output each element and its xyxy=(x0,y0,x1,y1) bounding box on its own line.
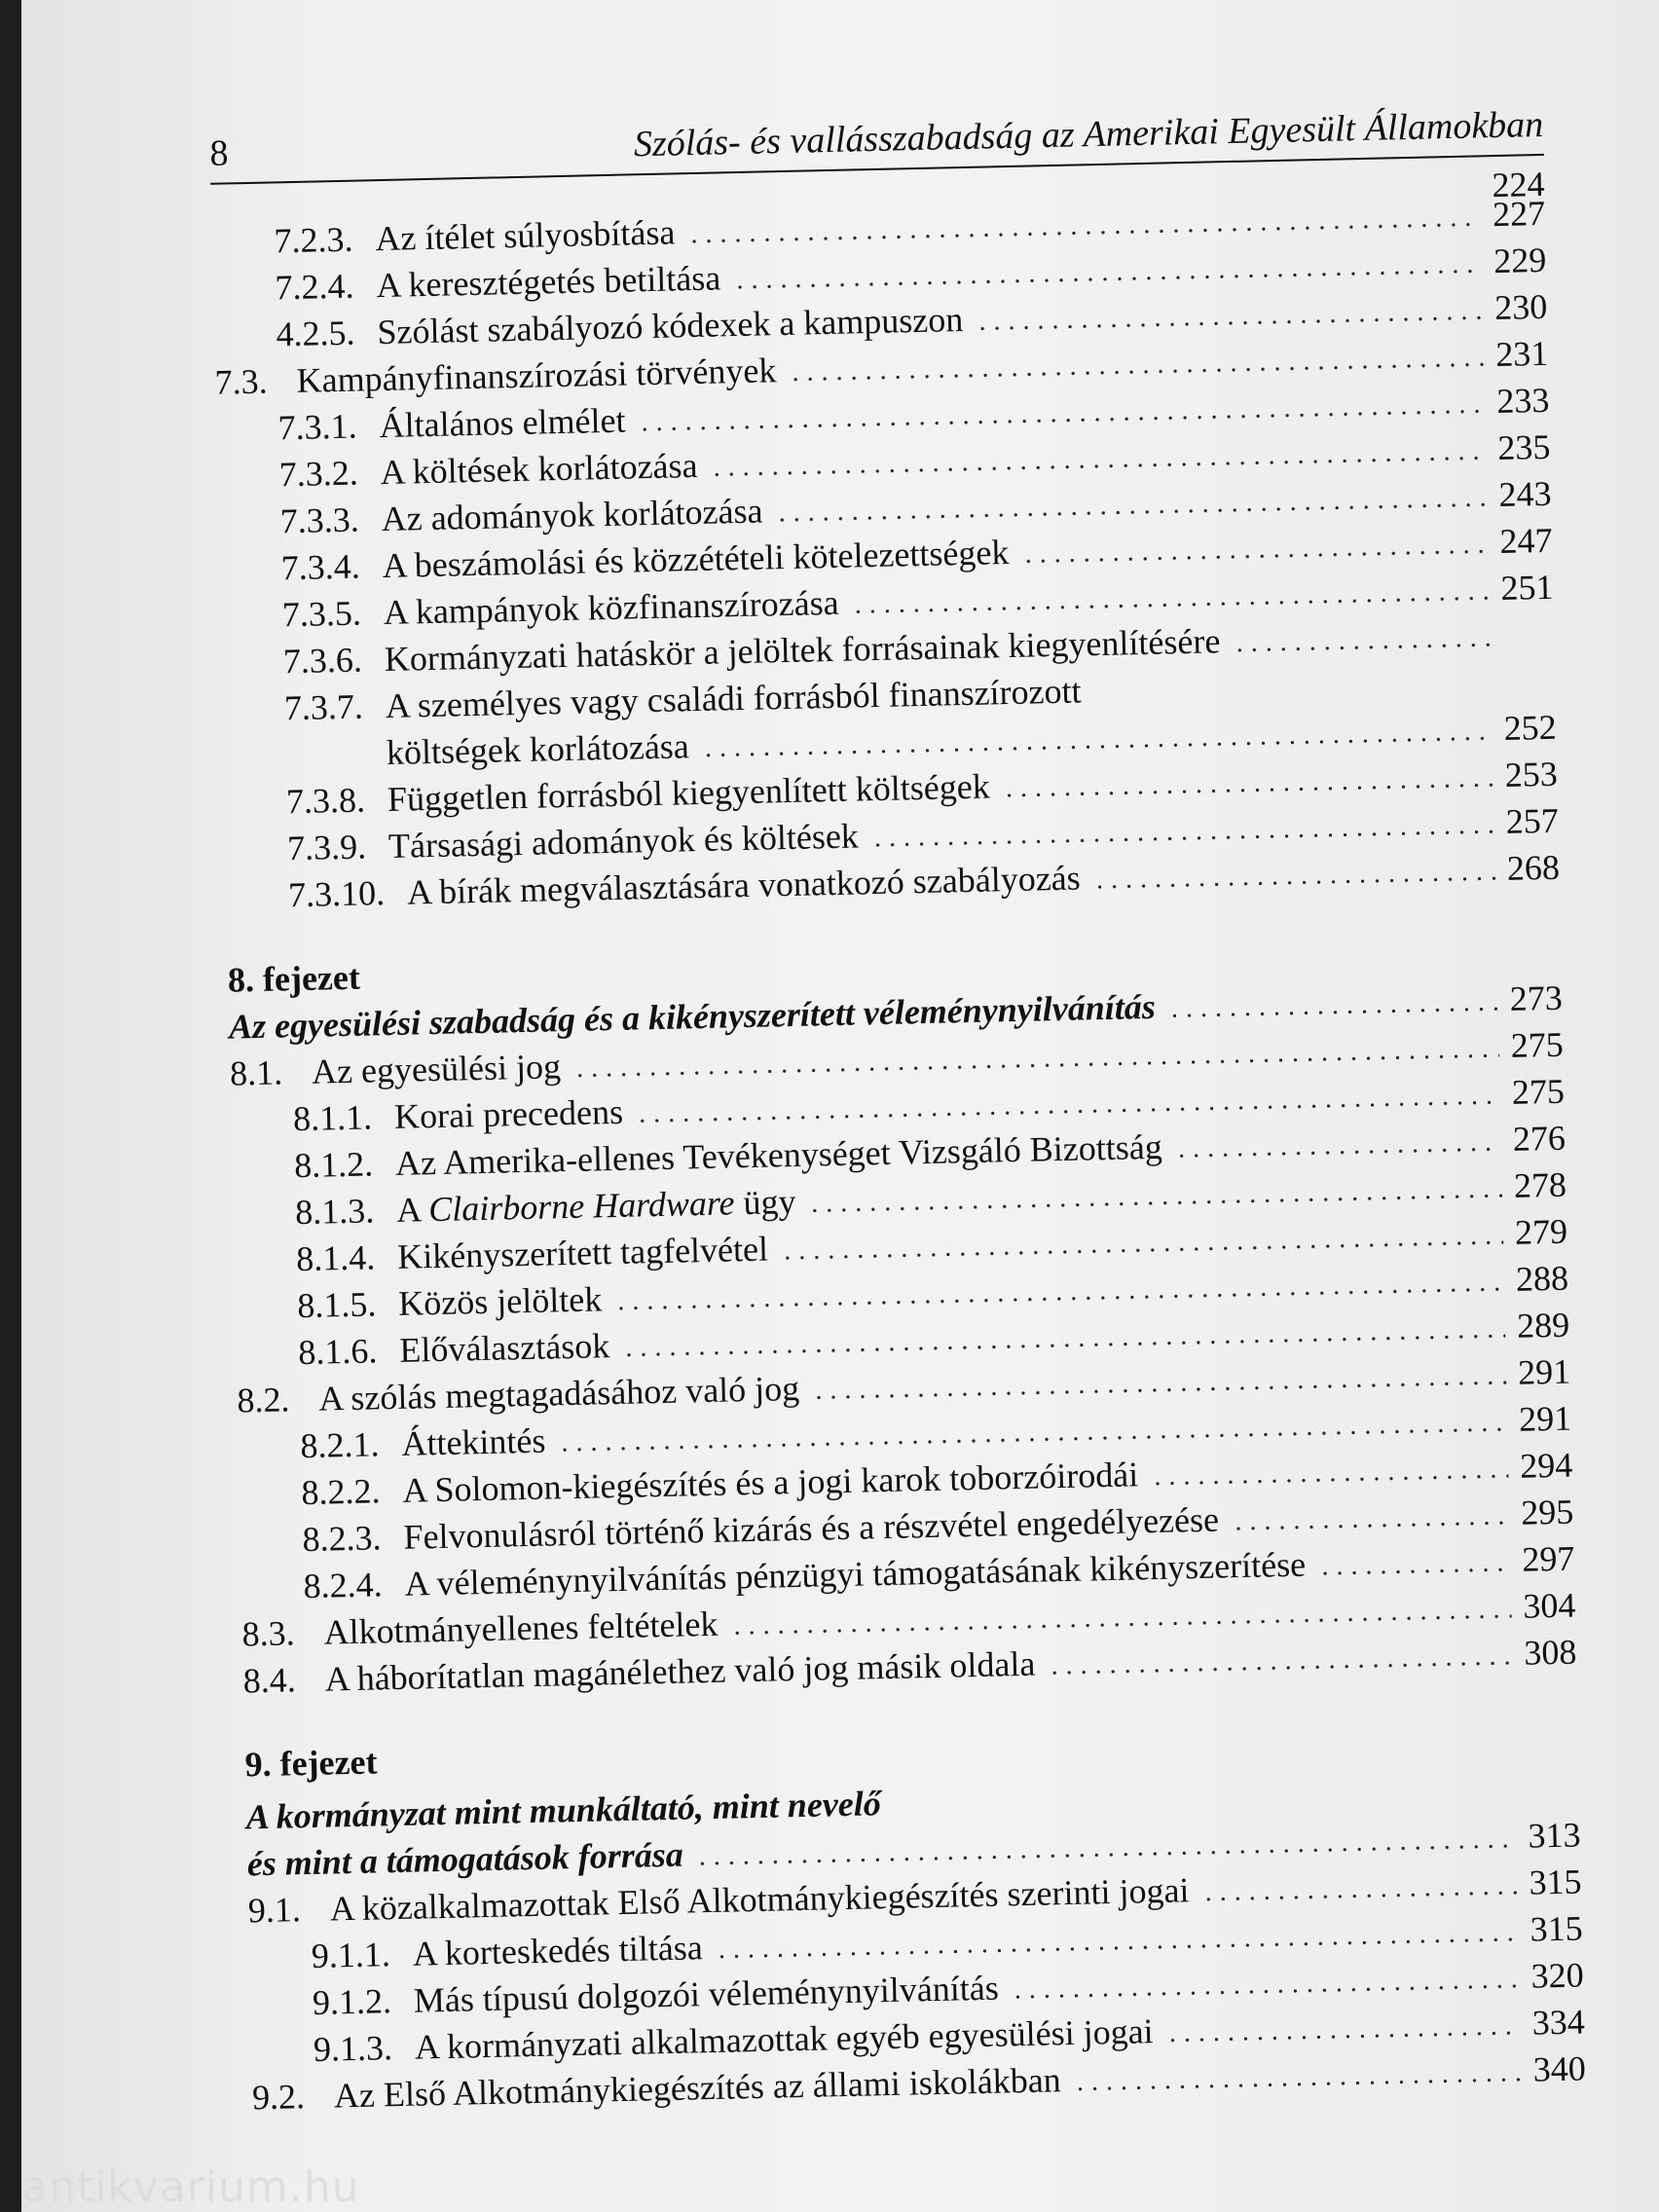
toc-page: 235 xyxy=(1496,426,1551,468)
toc-number: 8.2.1. xyxy=(300,1424,380,1466)
toc-title: A kampányok közfinanszírozása xyxy=(383,582,839,633)
toc-page: 291 xyxy=(1518,1398,1572,1439)
toc-title: A korteskedés tiltása xyxy=(412,1928,704,1973)
toc-number: 7.3.3. xyxy=(279,499,360,541)
toc-number: 8.2.4. xyxy=(303,1565,384,1606)
dot-leader xyxy=(710,456,1487,476)
dot-leader xyxy=(788,362,1484,382)
toc-number: 7.2.4. xyxy=(275,266,354,308)
toc-title-post: ügy xyxy=(734,1181,796,1223)
dot-leader xyxy=(572,1053,1499,1078)
toc-title: Az Amerika-ellenes Tevékenységet Vizsgáló Bizottság xyxy=(394,1126,1163,1183)
toc-title: Társasági adományok és költések xyxy=(387,816,860,866)
toc-number: 7.3.9. xyxy=(286,827,367,868)
dot-leader xyxy=(1002,783,1493,797)
toc-title: Korai precedens xyxy=(393,1091,624,1136)
dot-leader xyxy=(1047,1661,1512,1675)
toc-number: 7.3. xyxy=(214,361,269,402)
dot-leader xyxy=(780,1240,1503,1260)
toc-title: A közalkalmazottak Első Alkotmánykiegészítés szerinti jogai xyxy=(329,1870,1190,1929)
toc-page: 231 xyxy=(1494,333,1549,375)
dot-leader xyxy=(1317,1567,1510,1575)
toc-title: Közös jelöltek xyxy=(397,1279,603,1323)
toc-number: 9.1. xyxy=(247,1890,302,1931)
toc-title-continued: költségek korlátozása xyxy=(386,726,690,772)
chapter-title-continued: és mint a támogatások forrása xyxy=(246,1834,684,1884)
dot-leader xyxy=(1021,549,1489,563)
toc-number: 7.3.5. xyxy=(281,593,362,635)
toc-title: Az egyesülési jog xyxy=(311,1047,562,1091)
toc-title: Előválasztások xyxy=(398,1326,610,1370)
toc-title: Áttekintés xyxy=(401,1420,546,1463)
toc-number: 7.3.8. xyxy=(285,780,366,822)
toc-title-italic: Clairborne Hardware xyxy=(427,1183,735,1230)
toc-page: 294 xyxy=(1519,1445,1573,1486)
toc-number: 8.1.3. xyxy=(294,1191,375,1233)
chapter-title: Az egyesülési szabadság és a kikényszerített véleménynyilvánítás xyxy=(228,986,1157,1047)
toc-number: 4.2.5. xyxy=(276,313,355,354)
page-header xyxy=(208,37,1544,185)
toc-title: A háborítatlan magánélethez való jog másik oldala xyxy=(324,1643,1036,1699)
dot-leader xyxy=(870,830,1494,847)
toc-title: A beszámolási és közzétételi kötelezettségek xyxy=(382,533,1010,586)
toc-page: 278 xyxy=(1513,1164,1567,1205)
dot-leader xyxy=(621,1334,1505,1357)
toc-page: 308 xyxy=(1523,1632,1577,1673)
dot-leader xyxy=(1165,2031,1521,2043)
dot-leader xyxy=(686,222,1481,243)
toc-page: 276 xyxy=(1512,1118,1567,1159)
dot-leader xyxy=(775,502,1488,522)
toc-title: A véleménynyilvánítás pénzügyi támogatásának kikényszerítése xyxy=(404,1544,1307,1604)
toc-page: 291 xyxy=(1517,1351,1571,1392)
toc-page: 257 xyxy=(1505,800,1560,841)
chapter-heading: 8. fejezet xyxy=(227,957,361,1000)
toc-page: 340 xyxy=(1532,2048,1587,2089)
toc-page: 229 xyxy=(1493,240,1547,281)
toc-page: 230 xyxy=(1493,286,1548,328)
toc-number: 8.2. xyxy=(236,1380,290,1420)
toc-title: Kikényszerített tagfelvétel xyxy=(396,1229,769,1276)
toc-page: 288 xyxy=(1515,1258,1569,1299)
dot-leader xyxy=(1092,876,1495,889)
toc-title: Az ítélet súlyosbítása xyxy=(374,212,676,259)
dot-leader xyxy=(811,1381,1506,1400)
toc-title: A személyes vagy családi forrásból finanszírozott xyxy=(385,671,1082,726)
toc-page: 275 xyxy=(1511,1071,1566,1112)
toc-number: 7.3.4. xyxy=(280,546,361,588)
dot-leader xyxy=(638,409,1486,431)
table-of-contents xyxy=(210,164,1586,2123)
dot-leader xyxy=(701,736,1493,757)
toc-title: Kampányfinanszírozási törvények xyxy=(296,350,777,400)
toc-title: Független forrásból kiegyenlített költségek xyxy=(387,766,991,819)
toc-page: 334 xyxy=(1531,2002,1586,2043)
toc-title: A költések korlátozása xyxy=(380,445,698,493)
toc-number: 8.2.2. xyxy=(301,1471,381,1513)
book-page xyxy=(21,0,1659,2212)
dot-leader xyxy=(808,1194,1503,1213)
toc-number: 8.1. xyxy=(229,1052,283,1093)
dot-leader xyxy=(635,1100,1500,1123)
toc-title: Felvonulásról történő kizárás és a részvétel engedélyezése xyxy=(403,1499,1220,1557)
toc-number: 7.3.2. xyxy=(278,453,359,495)
toc-title: A Solomon-kiegészítés és a jogi karok toborzóirodái xyxy=(402,1455,1139,1510)
toc-number: 8.1.4. xyxy=(295,1237,376,1279)
running-title: Szólás- és vallásszabadság az Amerikai Egyesült Államokban xyxy=(633,103,1544,166)
toc-title: Az adományok korlátozása xyxy=(381,491,763,539)
toc-page: 253 xyxy=(1504,754,1559,794)
dot-leader xyxy=(613,1287,1504,1310)
toc-page: 315 xyxy=(1530,1908,1584,1949)
toc-number: 8.1.2. xyxy=(293,1144,374,1186)
toc-page: 268 xyxy=(1506,847,1561,888)
toc-number: 7.2.3. xyxy=(274,219,353,261)
toc-title: Más típusú dolgozói véleménynyilvánítás xyxy=(413,1968,1000,2020)
toc-title: A bírák megválasztására vonatkozó szabályozás xyxy=(406,858,1082,912)
page-content xyxy=(21,0,1659,2211)
watermark: antikvarium.hu xyxy=(21,2162,360,2212)
toc-number: 7.3.10. xyxy=(287,873,386,915)
toc-title: Kormányzati hatáskör a jelöltek forrásainak kiegyenlítésére xyxy=(384,621,1221,680)
toc-number: 9.1.2. xyxy=(312,1981,392,2022)
toc-title: A keresztégetés betiltása xyxy=(376,258,721,306)
toc-number: 9.1.1. xyxy=(311,1935,391,1975)
toc-page: 243 xyxy=(1498,473,1552,515)
dot-leader xyxy=(695,1844,1517,1865)
toc-page: 295 xyxy=(1520,1492,1574,1532)
toc-number: 9.2. xyxy=(251,2077,306,2118)
toc-page: 320 xyxy=(1530,1955,1585,1996)
toc-page: 252 xyxy=(1503,707,1558,748)
dot-leader xyxy=(1232,643,1490,652)
toc-title: A szólás megtagadásához való jog xyxy=(317,1368,800,1419)
dot-leader xyxy=(1073,2078,1522,2091)
dot-leader xyxy=(730,1614,1512,1636)
toc-number: 7.3.6. xyxy=(282,640,363,682)
dot-leader xyxy=(1201,1891,1518,1901)
chapter-title: A kormányzat mint munkáltató, mint nevelő xyxy=(245,1784,882,1837)
dot-leader xyxy=(715,1937,1519,1959)
toc-page: 273 xyxy=(1509,977,1564,1018)
toc-number: 8.2.3. xyxy=(302,1518,382,1560)
toc-title: Alkotmányellenes feltételek xyxy=(323,1604,719,1652)
dot-leader xyxy=(732,269,1482,289)
toc-number: 7.3.7. xyxy=(283,686,364,728)
dot-leader xyxy=(1231,1521,1509,1530)
toc-title: Szólást szabályozó kódexek a kampuszon xyxy=(377,299,964,352)
toc-title-pre: A xyxy=(395,1190,429,1230)
toc-number: 9.1.3. xyxy=(313,2028,393,2069)
dot-leader xyxy=(851,596,1490,613)
page-number: 8 xyxy=(209,132,229,174)
dot-leader xyxy=(1167,1007,1498,1017)
toc-number: 8.4. xyxy=(242,1660,297,1701)
toc-page: 227 xyxy=(1492,193,1546,235)
toc-page: 297 xyxy=(1521,1538,1575,1579)
toc-title: Az Első Alkotmánykiegészítés az állami iskolákban xyxy=(333,2060,1062,2116)
toc-page: 313 xyxy=(1528,1815,1581,1856)
dot-leader xyxy=(1174,1147,1501,1158)
toc-title: A kormányzati alkalmazottak egyéb egyesülési jogai xyxy=(414,2011,1154,2067)
toc-page: 315 xyxy=(1529,1862,1582,1902)
toc-number: 8.3. xyxy=(241,1613,296,1654)
dot-leader xyxy=(975,315,1483,330)
toc-page: 233 xyxy=(1495,380,1550,422)
dot-leader xyxy=(1150,1474,1508,1486)
toc-page: 289 xyxy=(1516,1305,1570,1346)
toc-number: 8.1.1. xyxy=(292,1097,373,1139)
toc-page: 304 xyxy=(1522,1585,1576,1626)
toc-page: 275 xyxy=(1510,1024,1565,1065)
dot-leader xyxy=(1011,1984,1520,1999)
toc-page: 251 xyxy=(1500,567,1554,608)
toc-page: 224 xyxy=(1492,164,1545,205)
toc-number: 7.3.1. xyxy=(277,406,358,448)
chapter-heading: 9. fejezet xyxy=(244,1742,378,1785)
toc-page xyxy=(1500,645,1555,646)
toc-page: 279 xyxy=(1514,1211,1568,1252)
toc-number: 8.1.6. xyxy=(297,1331,378,1373)
toc-page: 247 xyxy=(1499,520,1553,562)
toc-title: Általános elmélet xyxy=(379,400,626,446)
toc-number: 8.1.5. xyxy=(296,1284,377,1326)
